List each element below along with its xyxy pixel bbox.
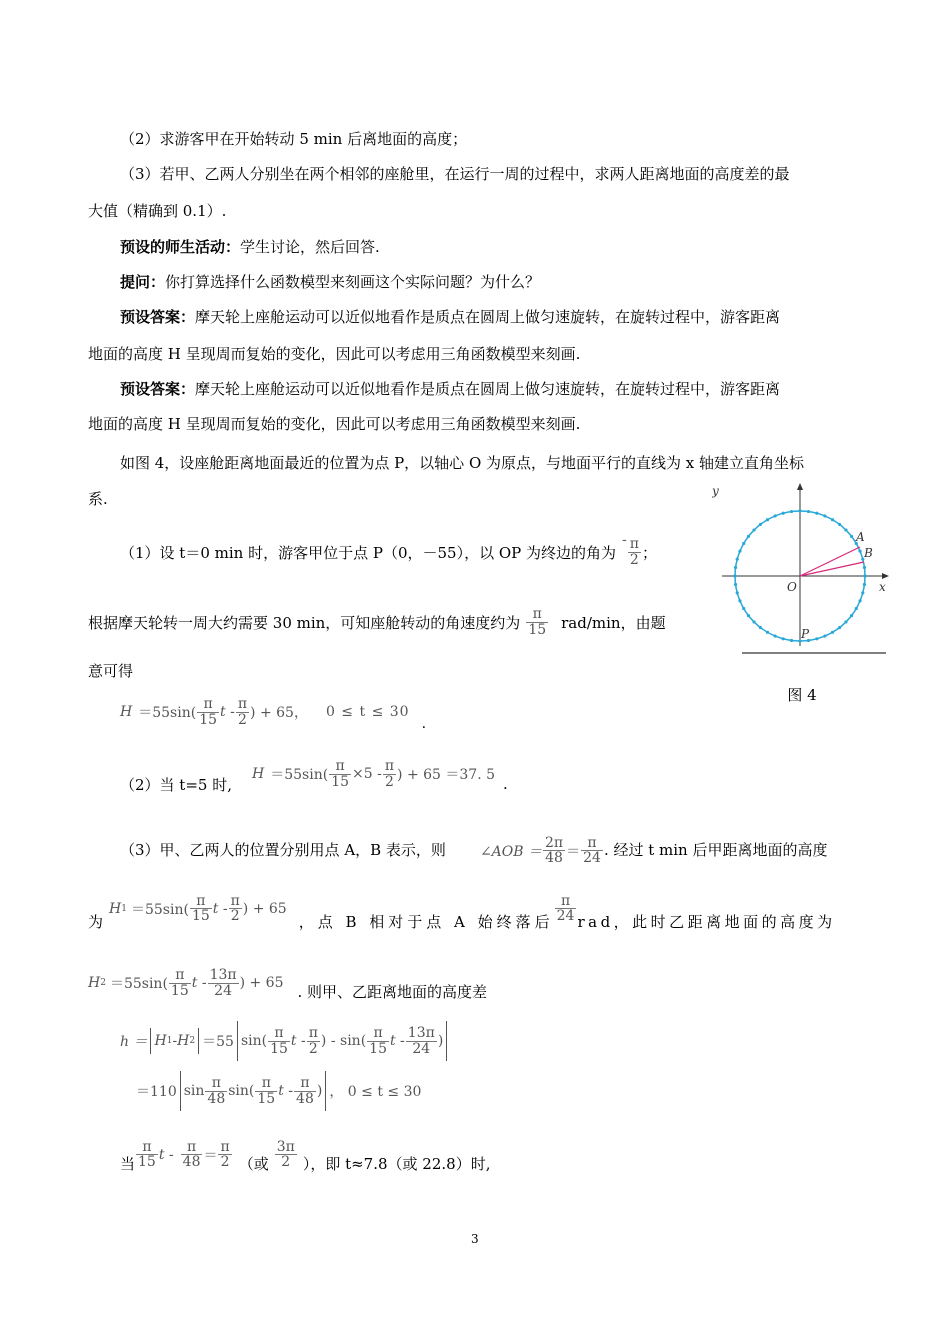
cabin-dot [815, 512, 818, 515]
fraction-pi-over-15: $\frac{\pi}{15}$ [528, 605, 547, 638]
figure-4 [712, 478, 892, 705]
angular-velocity [88, 600, 666, 644]
question-3-line1: （3）若甲、乙两人分别坐在两个相邻的座舱里，在运行一周的过程中，求两人距离地面的高度差的最 [120, 165, 790, 183]
minus-sign: - [622, 532, 627, 548]
figure-caption: 图 4 [787, 686, 817, 704]
cabin-dot [774, 514, 777, 517]
angular-velocity-line2: 意可得 [88, 662, 134, 680]
cabin-dot [863, 566, 866, 569]
x-axis-label: x [879, 580, 886, 594]
point-A-label: A [856, 530, 865, 544]
cabin-dot [863, 583, 866, 586]
answer1-line2: 地面的高度 H 呈现周而复始的变化，因此可以考虑用三角函数模型来刻画. [88, 345, 581, 363]
cabin-dot [742, 607, 745, 610]
prompt-text: 你打算选择什么函数模型来刻画这个实际问题？为什么？ [165, 273, 541, 291]
angle-AOB: ∠AOB ＝ $\frac{2\pi}{48}$ ＝ $\frac{\pi}{24}$ [479, 834, 601, 867]
answer2-label: 预设答案： [120, 380, 196, 398]
cabin-dot [736, 591, 739, 594]
cabin-dot [790, 639, 793, 642]
cabin-dot [798, 509, 801, 512]
prompt-label: 提问： [120, 273, 166, 291]
cabin-dot [747, 614, 750, 617]
cabin-dot [850, 614, 853, 617]
cabin-dot [734, 583, 737, 586]
radius-OB [800, 562, 864, 576]
solution-2: （2）当 t=5 时, H ＝55sin( $\frac{\pi}{15}$ ×5 - $\frac{\pi}{2}$ ) + 65 ＝37. 5 . [120, 757, 508, 794]
point-P-label: P [801, 627, 810, 641]
cabin-dot [807, 510, 810, 513]
cabin-dot [831, 518, 834, 521]
question-3-line2: 大值（精确到 0.1）. [88, 202, 227, 220]
answer1-text: 摩天轮上座舱运动可以近似地看作是质点在圆周上做匀速旋转，在旋转过程中，游客距离 [195, 308, 781, 326]
activity-label: 预设的师生活动： [120, 238, 241, 256]
cabin-dot [766, 518, 769, 521]
solution-3: （3）甲、乙两人的位置分别用点 A，B 表示，则 ∠AOB ＝ $\frac{2\pi}{48}$ ＝ $\frac{\pi}{24}$ . 经过 t min 后甲距离地面的高度 [120, 834, 828, 867]
cabin-dot [738, 550, 741, 553]
cabin-dot [861, 591, 864, 594]
cabin-dot [752, 528, 755, 531]
cabin-dot [782, 512, 785, 515]
origin-label: O [787, 580, 797, 594]
equation-H-at-5: H ＝55sin( $\frac{\pi}{15}$ ×5 - $\frac{\pi}{2}$ ) + 65 ＝37. 5 [252, 757, 496, 790]
H2-line: H 2 ＝55sin( $\frac{\pi}{15}$ t - $\frac{13\pi}{24}$ ) + 65 . 则甲、乙距离地面的高度差 [88, 966, 488, 1001]
cabin-dot [738, 599, 741, 602]
answer1-line1 [120, 306, 780, 327]
setup-line2: 系. [88, 490, 108, 508]
H1-line: 为 H 1 ＝55sin( $\frac{\pi}{15}$ t - $\frac{\pi}{2}$ ) + 65 ，点 B 相对于点 A 始终落后 $\frac{\pi}{24}$ rad，此时乙距离地面的高度为 [88, 892, 836, 931]
point-B-label: B [864, 546, 873, 560]
cabin-dot [752, 620, 755, 623]
angular-velocity-unit: rad/min，由题 [561, 613, 666, 632]
equation-H1: H 1 ＝55sin( $\frac{\pi}{15}$ t - $\frac{\pi}{2}$ ) + 65 [109, 892, 287, 925]
solution-1 [120, 530, 657, 574]
height-difference-eq2: ＝110 sin $\frac{\pi}{48}$ sin( $\frac{\pi}{15}$ t - $\frac{\pi}{48}$ ) ， 0 ≤ t ≤ 30 [136, 1068, 421, 1114]
y-axis-arrow [797, 483, 803, 490]
cabin-dot [759, 626, 762, 629]
cabin-dot [766, 631, 769, 634]
question-2: （2）求游客甲在开始转动 5 min 后离地面的高度； [120, 130, 468, 148]
activity [120, 236, 380, 257]
final-condition: 当 $\frac{\pi}{15}$ t - $\frac{\pi}{48}$ ＝ $\frac{\pi}{2}$ （或 $\frac{3\pi}{2}$ ），即 t≈7.8（或 22.8）时, [120, 1138, 491, 1173]
cabin-dot [734, 566, 737, 569]
setup-line1: 如图 4，设座舱距离地面最近的位置为点 P，以轴心 O 为原点，与地面平行的直线为 x 轴建立直角坐标 [120, 454, 805, 472]
cabin-dot [858, 550, 861, 553]
cabin-dot [733, 574, 736, 577]
cabin-dot [844, 528, 847, 531]
activity-text: 学生讨论，然后回答. [240, 238, 380, 256]
cabin-dot [747, 535, 750, 538]
answer2-line1 [120, 378, 780, 399]
ferris-wheel-diagram [712, 478, 892, 690]
semicolon: ； [641, 543, 657, 562]
cabin-dot [742, 542, 745, 545]
cabin-dot [736, 558, 739, 561]
cabin-dot [844, 620, 847, 623]
cabin-dot [782, 637, 785, 640]
cabin-dot [863, 574, 866, 577]
cabin-dot [815, 637, 818, 640]
equation-H2: H 2 ＝55sin( $\frac{\pi}{15}$ t - $\frac{13\pi}{24}$ ) + 65 [88, 966, 284, 999]
cabin-dot [774, 634, 777, 637]
cabin-dot [858, 599, 861, 602]
prompt-question [120, 271, 540, 292]
cabin-dot [823, 514, 826, 517]
angular-velocity-text: 根据摩天轮转一周大约需要 30 min，可知座舱转动的角速度约为 [88, 613, 521, 632]
cabin-dot [790, 510, 793, 513]
cabin-dot [823, 634, 826, 637]
radius-OA [800, 547, 860, 576]
answer2-line2: 地面的高度 H 呈现周而复始的变化，因此可以考虑用三角函数模型来刻画. [88, 415, 581, 433]
x-axis-arrow [882, 573, 889, 579]
cabin-dot [759, 523, 762, 526]
answer2-text: 摩天轮上座舱运动可以近似地看作是质点在圆周上做匀速旋转，在旋转过程中，游客距离 [195, 380, 781, 398]
y-axis-label: y [712, 484, 719, 498]
cabin-dot [838, 523, 841, 526]
page-number: 3 [471, 1232, 479, 1246]
cabin-dot [831, 631, 834, 634]
fraction-pi-over-2: $\frac{\pi}{2}$ [629, 535, 639, 568]
cabin-dot [838, 626, 841, 629]
equation-H: H ＝55sin( $\frac{\pi}{15}$ t - $\frac{\pi}{2}$ ) + 65， 0 ≤ t ≤ 30 . [120, 695, 427, 732]
height-difference-eq1: h ＝ H 1 - H 2 ＝55 sin( $\frac{\pi}{15}$ t - $\frac{\pi}{2}$ ) - sin( $\frac{\pi}{15}$ t - $\frac{13\pi}{24}$ ) [120, 1018, 450, 1064]
solution-1-text: （1）设 t＝0 min 时，游客甲位于点 P（0，－55），以 OP 为终边的角为 [120, 543, 617, 562]
cabin-dot [850, 535, 853, 538]
cabin-dot [855, 607, 858, 610]
answer1-label: 预设答案： [120, 308, 196, 326]
